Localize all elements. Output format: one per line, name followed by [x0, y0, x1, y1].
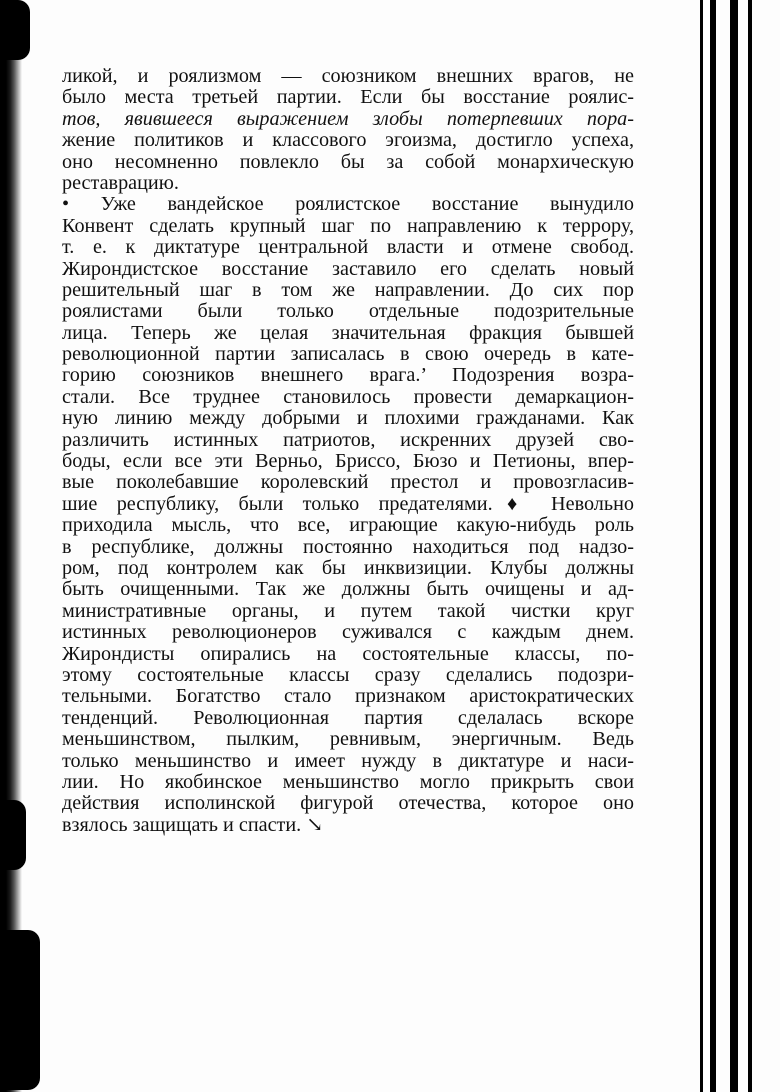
text-line: быть очищенными. Так же должны быть очищены и ад-	[62, 578, 634, 601]
text-line: различить истинных патриотов, искренних друзей сво-	[62, 428, 634, 451]
text-line: вые поколебавшие королевский престол и провозгласив-	[62, 471, 634, 494]
scan-edge-right	[748, 0, 752, 1092]
text-line: оно несомненно повлекло бы за собой монархическую	[62, 150, 634, 173]
text-line: революционной партии записалась в свою очередь в кате-	[62, 343, 634, 366]
text-line: тельными. Богатство стало признаком аристократических	[62, 685, 634, 708]
text-line: меньшинством, пылким, ревнивым, энергичным. Ведь	[62, 728, 634, 751]
text-line: было места третьей партии. Если бы восстание роялис-	[62, 86, 634, 109]
text-line: в республике, должны постоянно находиться под надзо-	[62, 535, 634, 558]
text-line: Конвент сделать крупный шаг по направлению к террору,	[62, 214, 634, 237]
scan-edge-blot	[0, 0, 30, 60]
text-line: Жирондисты опирались на состоятельные классы, по-	[62, 642, 634, 665]
scan-edge-blot	[0, 800, 26, 870]
text-line: взялось защищать и спасти. ↘	[62, 813, 324, 836]
text-line: лица. Теперь же целая значительная фракция бывшей	[62, 321, 634, 344]
text-line: действия исполинской фигурой отечества, которое оно	[62, 792, 634, 815]
text-line: Жирондистское восстание заставило его сделать новый	[62, 257, 634, 280]
text-line: решительный шаг в том же направлении. До сих пор	[62, 278, 634, 301]
text-line: тов, явившееся выражением злобы потерпевших пора-	[62, 107, 634, 130]
text-line: только меньшинство и имеет нужду в диктатуре и наси-	[62, 749, 634, 772]
text-line: лии. Но якобинское меньшинство могло прикрыть свои	[62, 770, 634, 793]
text-line: этому состоятельные классы сразу сделались подозри-	[62, 663, 634, 686]
text-line: ную линию между добрыми и плохими гражданами. Как	[62, 407, 634, 430]
text-line: стали. Все труднее становилось провести демаркацион-	[62, 385, 634, 408]
text-line: ром, под контролем как бы инквизиции. Клубы должны	[62, 556, 634, 579]
text-line: тенденций. Революционная партия сделалась вскоре	[62, 706, 634, 729]
scan-edge-right	[730, 0, 738, 1092]
text-line: приходила мысль, что все, играющие какую-нибудь роль	[62, 514, 634, 537]
body-text	[62, 66, 634, 836]
text-line: • Уже вандейское роялистское восстание вынудило	[62, 193, 634, 216]
text-line: министративные органы, и путем такой чистки круг	[62, 599, 634, 622]
paragraph-1	[62, 66, 634, 194]
scan-edge-left	[0, 0, 22, 1092]
scan-edge-right	[710, 0, 716, 1092]
text-line: т. е. к диктатуре центральной власти и отмене свобод.	[62, 236, 634, 259]
text-line: истинных революционеров суживался с каждым днем.	[62, 621, 634, 644]
paragraph-2	[62, 194, 634, 836]
scan-edge-right	[700, 0, 703, 1092]
text-line: горию союзников внешнего врага.’ Подозрения возра-	[62, 364, 634, 387]
text-line: шие республику, были только предателями.♦ Невольно	[62, 492, 634, 515]
text-line: жение политиков и классового эгоизма, достигло успеха,	[62, 129, 634, 152]
text-line: ликой, и роялизмом — союзником внешних врагов, не	[62, 65, 634, 87]
text-line: боды, если все эти Верньо, Бриссо, Бюзо и Петионы, впер-	[62, 450, 634, 473]
text-line: реставрацию.	[62, 171, 179, 194]
scan-edge-blot	[0, 930, 40, 1090]
text-line: роялистами были только отдельные подозрительные	[62, 300, 634, 323]
